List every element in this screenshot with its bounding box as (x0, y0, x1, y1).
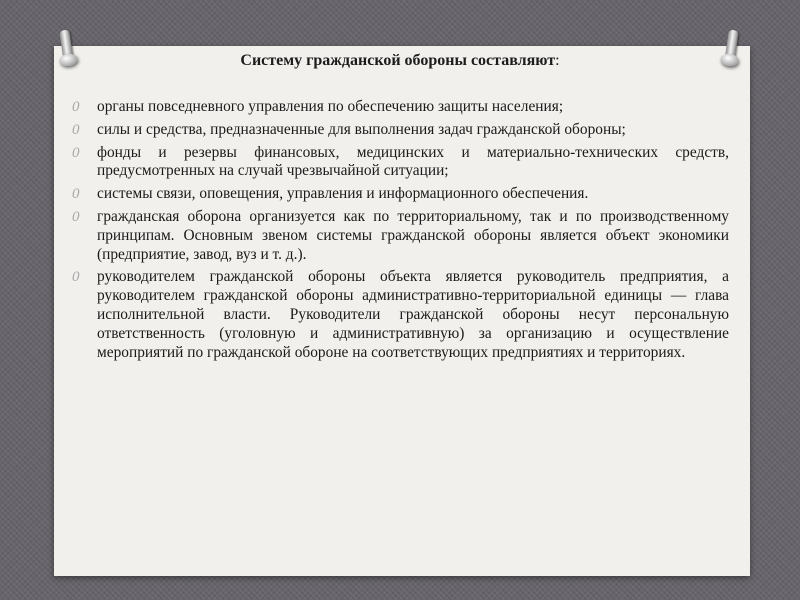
bullet-marker-icon: 0 (72, 269, 80, 286)
list-item (72, 268, 729, 362)
list-item (72, 207, 729, 264)
list-item (72, 120, 729, 140)
bullet-marker-icon: 0 (72, 208, 80, 225)
list-item-text: гражданская оборона организуется как по территориальному, так и по производственному принципам. Основным звеном системы гражданской обороны является объект экономики (предприятие, завод, вуз и т. д.). (97, 207, 729, 263)
bullet-marker-icon: 0 (72, 144, 80, 161)
list-item (72, 98, 729, 117)
list-item-text: силы и средства, предназначенные для выполнения задач гражданской обороны; (97, 120, 626, 138)
bullet-list (72, 98, 729, 366)
list-item (72, 185, 729, 204)
bullet-marker-icon: 0 (72, 186, 80, 203)
bullet-marker-icon: 0 (72, 99, 80, 115)
slide-title-text: Систему гражданской обороны составляют (240, 52, 556, 69)
slide-title (0, 51, 800, 71)
list-item-text: руководителем гражданской обороны объекта является руководитель предприятия, а руководителем гражданской обороны административно-территориальной единицы — глава исполнительной власти. Руководители гражданской обороны несут персональную ответственность (уголовную и административную) за организацию и осуществление мероприятий по гражданской обороне на соответствующих предприятиях и территориях. (97, 268, 729, 361)
list-item-text: системы связи, оповещения, управления и информационного обеспечения. (97, 185, 589, 203)
list-item-text: фонды и резервы финансовых, медицинских и материально-технических средств, предусмотренных на случай чрезвычайной ситуации; (97, 143, 729, 180)
bullet-marker-icon: 0 (72, 121, 80, 138)
slide-title-colon: : (555, 52, 560, 69)
list-item (72, 143, 729, 182)
list-item-text: органы повседневного управления по обеспечению защиты населения; (97, 98, 564, 115)
